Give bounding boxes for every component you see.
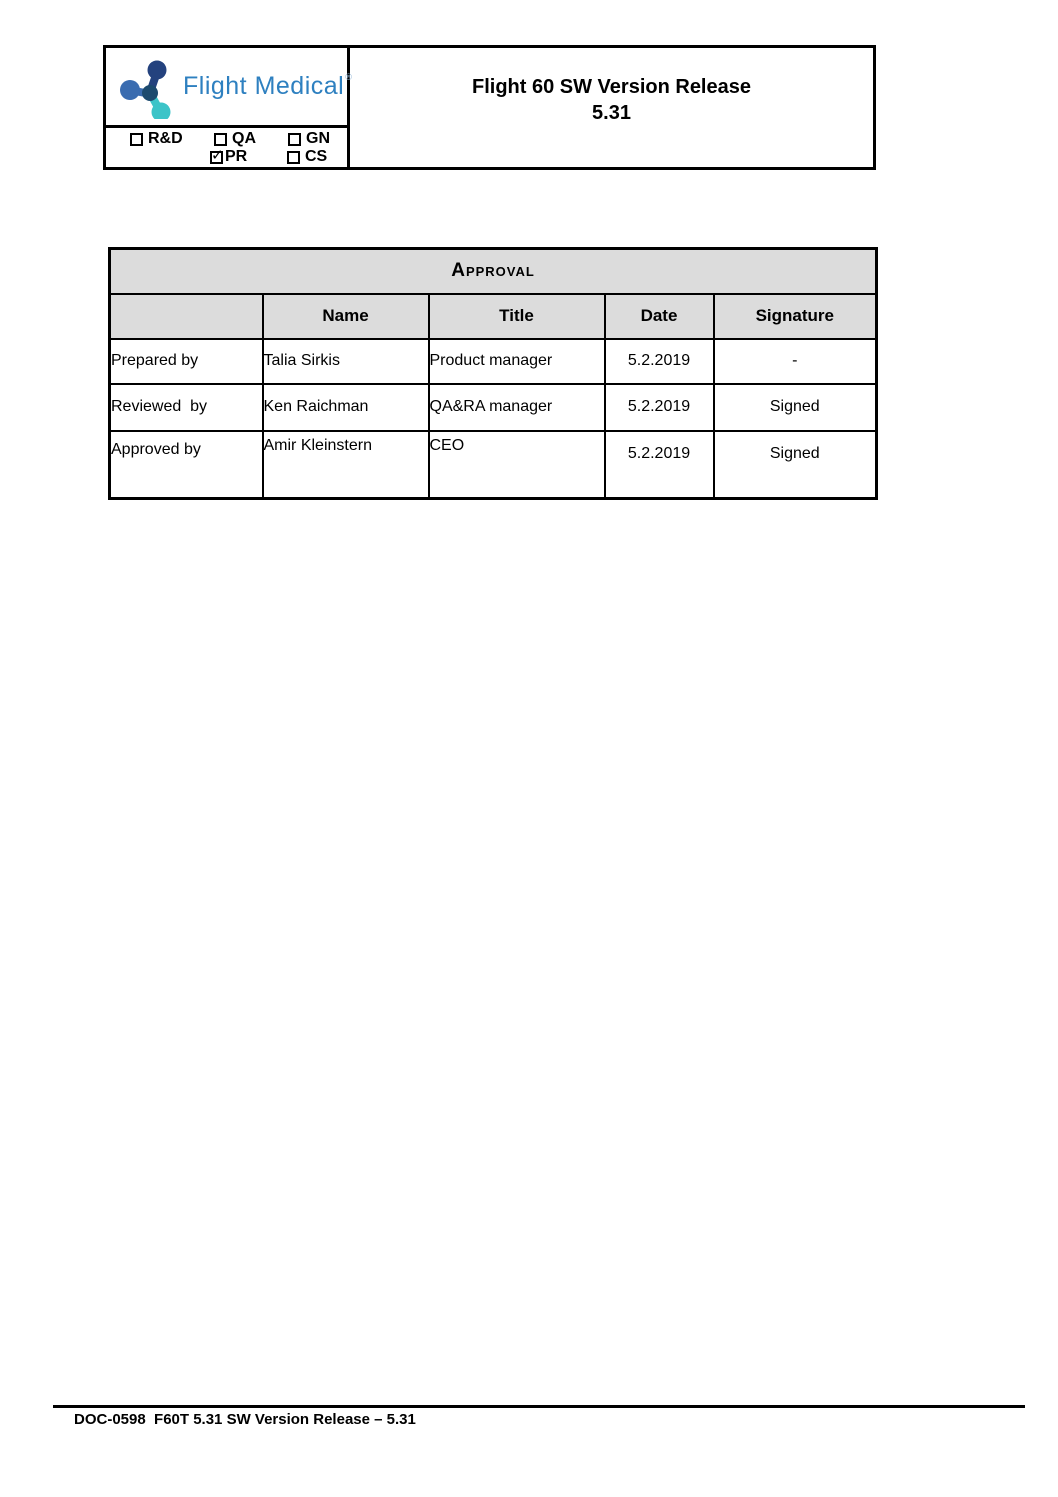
checkbox-row-1 — [106, 130, 347, 148]
row-name: Talia Sirkis — [263, 339, 429, 384]
logo — [106, 48, 353, 128]
checkbox-cs-box[interactable] — [287, 151, 300, 164]
footer-rule — [53, 1405, 1025, 1408]
checkbox-qa-label: QA — [232, 130, 256, 147]
table-row-approved-by — [110, 431, 877, 499]
column-header-name: Name — [263, 294, 429, 339]
approval-table-title: Approval — [451, 260, 535, 282]
table-row-prepared-by — [110, 339, 877, 384]
row-name: Amir Kleinstern — [263, 431, 429, 499]
header-left-cell — [106, 48, 353, 167]
row-signature: - — [714, 339, 877, 384]
checkbox-pr-label: PR — [225, 148, 248, 165]
logo-wordmark — [183, 72, 352, 101]
row-role: Approved by — [110, 431, 263, 499]
flight-medical-molecule-icon — [117, 57, 179, 119]
row-signature: Signed — [714, 384, 877, 431]
row-title: CEO — [429, 431, 605, 499]
document-header — [103, 45, 876, 170]
checkbox-rd-label: R&D — [148, 130, 183, 147]
column-header-date: Date — [605, 294, 714, 339]
checkbox-row-2 — [106, 148, 347, 166]
approval-table-title-cell — [110, 249, 877, 294]
row-date: 5.2.2019 — [605, 384, 714, 431]
approval-table-header-row — [110, 294, 877, 339]
column-header-signature: Signature — [714, 294, 877, 339]
document-title: Flight 60 SW Version Release — [472, 75, 751, 98]
checkbox-pr[interactable] — [210, 148, 247, 166]
checkbox-qa[interactable] — [214, 130, 256, 148]
checkmark-icon: ✓ — [211, 146, 224, 164]
table-row-reviewed-by — [110, 384, 877, 431]
document-version: 5.31 — [592, 101, 631, 124]
checkbox-cs[interactable] — [287, 148, 327, 166]
department-checkboxes — [106, 128, 347, 167]
column-header-empty — [110, 294, 263, 339]
checkbox-rd[interactable] — [130, 130, 183, 148]
row-role: Reviewed by — [110, 384, 263, 431]
checkbox-pr-box-checked[interactable] — [210, 146, 224, 164]
row-title: QA&RA manager — [429, 384, 605, 431]
checkbox-gn-box[interactable] — [288, 133, 301, 146]
checkbox-gn-label: GN — [306, 130, 330, 147]
row-date: 5.2.2019 — [605, 339, 714, 384]
footer-doc-id: DOC-0598 F60T 5.31 SW Version Release – 5.31 — [74, 1411, 416, 1428]
checkbox-rd-box[interactable] — [130, 133, 143, 146]
row-signature: Signed — [714, 431, 877, 499]
row-date: 5.2.2019 — [605, 431, 714, 499]
row-title: Product manager — [429, 339, 605, 384]
approval-table — [108, 247, 878, 500]
document-title-block — [350, 48, 873, 167]
row-role: Prepared by — [110, 339, 263, 384]
checkbox-qa-box[interactable] — [214, 133, 227, 146]
column-header-title: Title — [429, 294, 605, 339]
logo-brand-text: Flight Medical — [183, 72, 345, 100]
row-name: Ken Raichman — [263, 384, 429, 431]
checkbox-gn[interactable] — [288, 130, 330, 148]
checkbox-cs-label: CS — [305, 148, 328, 165]
registered-trademark-mark: ® — [345, 72, 353, 82]
approval-table-title-row — [110, 249, 877, 294]
